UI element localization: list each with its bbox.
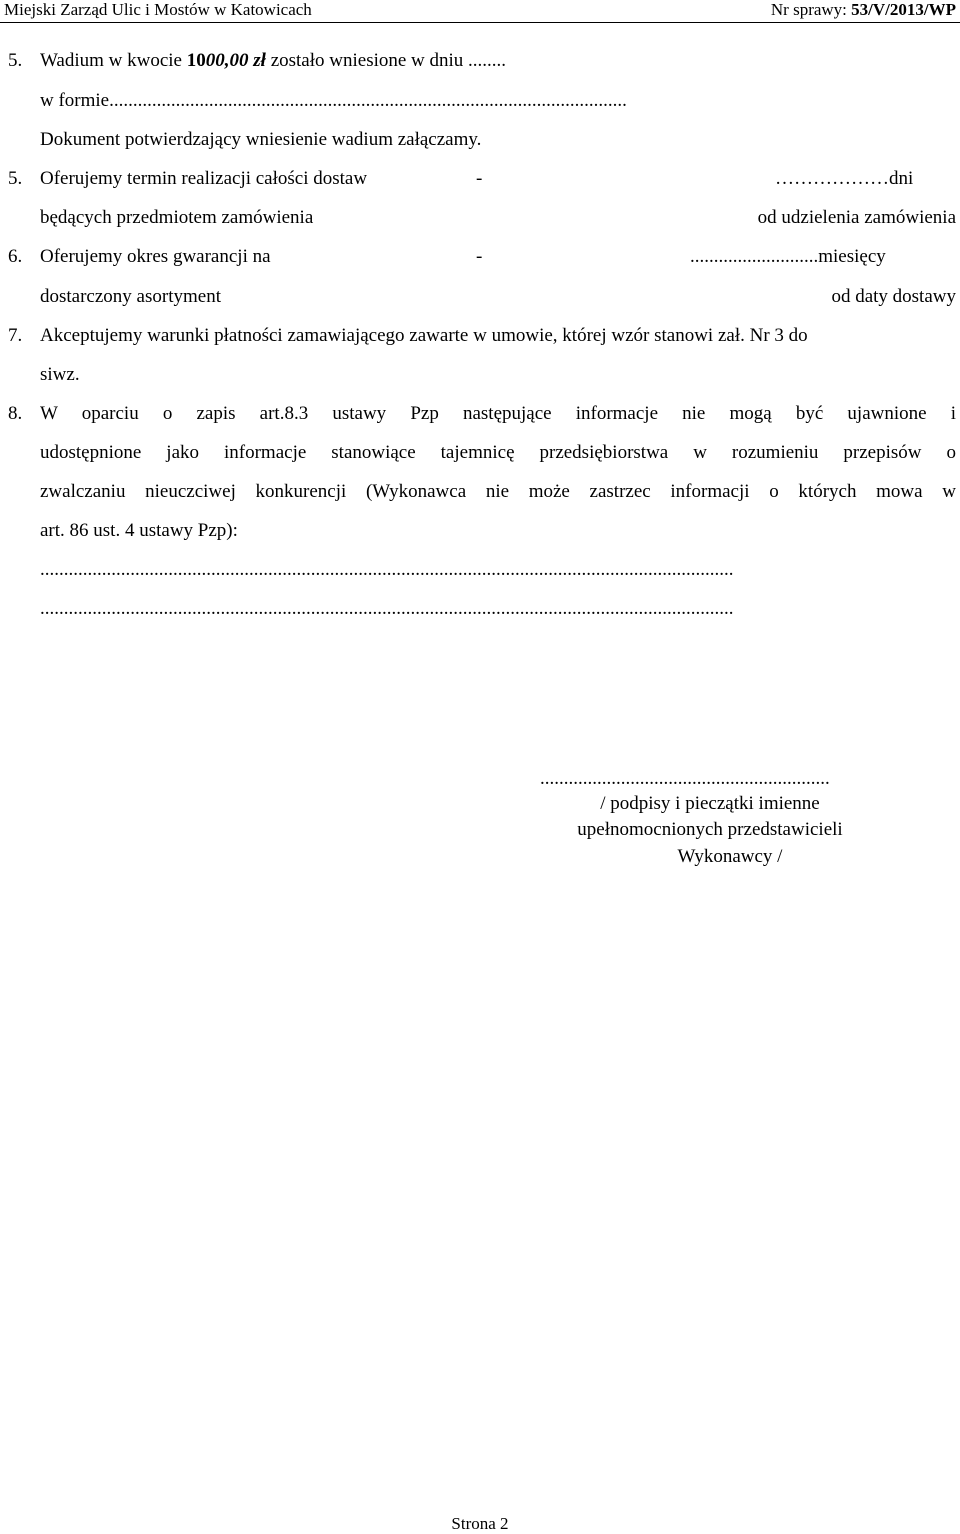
item-5a-document: Dokument potwierdzający wniesienie wadium załączamy. xyxy=(40,129,482,150)
page-number: Strona 2 xyxy=(451,1514,509,1533)
item-7-text: Akceptujemy warunki płatności zamawiającego zawarte w umowie, której wzór stanowi zał. Nr 3 do xyxy=(40,325,808,346)
item-5a-amount-italic: 00,00 zł xyxy=(205,50,271,71)
item-8-line-4: art. 86 ust. 4 ustawy Pzp): xyxy=(40,520,238,541)
item-5a-amount-bold: 10 xyxy=(186,50,206,71)
item-5a-number: 5. xyxy=(8,50,23,71)
item-8-dots-2: .................................................................................................................................................. xyxy=(40,598,734,619)
item-8-dots-1: .................................................................................................................................................. xyxy=(40,559,734,580)
item-5b-number: 5. xyxy=(8,168,23,189)
item-6-dash: - xyxy=(476,246,483,267)
item-5a-form: w formie............................................................................................................. xyxy=(40,90,627,111)
item-5a-text-end: zostało wniesione w dniu ........ xyxy=(270,50,507,71)
item-8-number: 8. xyxy=(8,403,23,424)
signature-line-3: Wykonawcy / xyxy=(677,846,783,867)
signature-line-1: / podpisy i pieczątki imienne xyxy=(600,793,820,814)
signature-dots: ............................................................. xyxy=(540,768,830,789)
item-5a-text-start: Wadium w kwocie xyxy=(40,50,187,71)
header-case-value: 53/V/2013/WP xyxy=(851,0,956,19)
item-6-months-field: ...........................miesięcy xyxy=(690,246,886,267)
item-7-number: 7. xyxy=(8,325,23,346)
item-5b-dash: - xyxy=(476,168,483,189)
item-6-sub-right: od daty dostawy xyxy=(831,286,956,307)
item-8-line-3: zwalczaniu nieuczciwej konkurencji (Wykonawca nie może zastrzec informacji o których mowa w xyxy=(40,481,956,502)
header-institution: Miejski Zarząd Ulic i Mostów w Katowicach xyxy=(4,0,312,19)
item-6-number: 6. xyxy=(8,246,23,267)
item-5b-sub-left: będących przedmiotem zamówienia xyxy=(40,207,314,228)
item-7-continuation: siwz. xyxy=(40,364,80,385)
item-5b-text: Oferujemy termin realizacji całości dostaw xyxy=(40,168,368,189)
item-6-sub-left: dostarczony asortyment xyxy=(40,286,221,307)
item-5b-days-field: ………………dni xyxy=(775,168,914,189)
header-case-number xyxy=(771,0,956,20)
item-8-line-1: W oparciu o zapis art.8.3 ustawy Pzp następujące informacje nie mogą być ujawnione i xyxy=(40,403,956,424)
header-case-label: Nr sprawy: xyxy=(770,0,852,19)
signature-line-2: upełnomocnionych przedstawicieli xyxy=(577,819,843,840)
item-6-text: Oferujemy okres gwarancji na xyxy=(40,246,271,267)
item-5b-sub-right: od udzielenia zamówienia xyxy=(757,207,956,228)
item-8-line-2: udostępnione jako informacje stanowiące tajemnicę przedsiębiorstwa w rozumieniu przepisów o xyxy=(40,442,956,463)
page-header xyxy=(0,0,960,23)
item-5a-text xyxy=(40,49,506,73)
